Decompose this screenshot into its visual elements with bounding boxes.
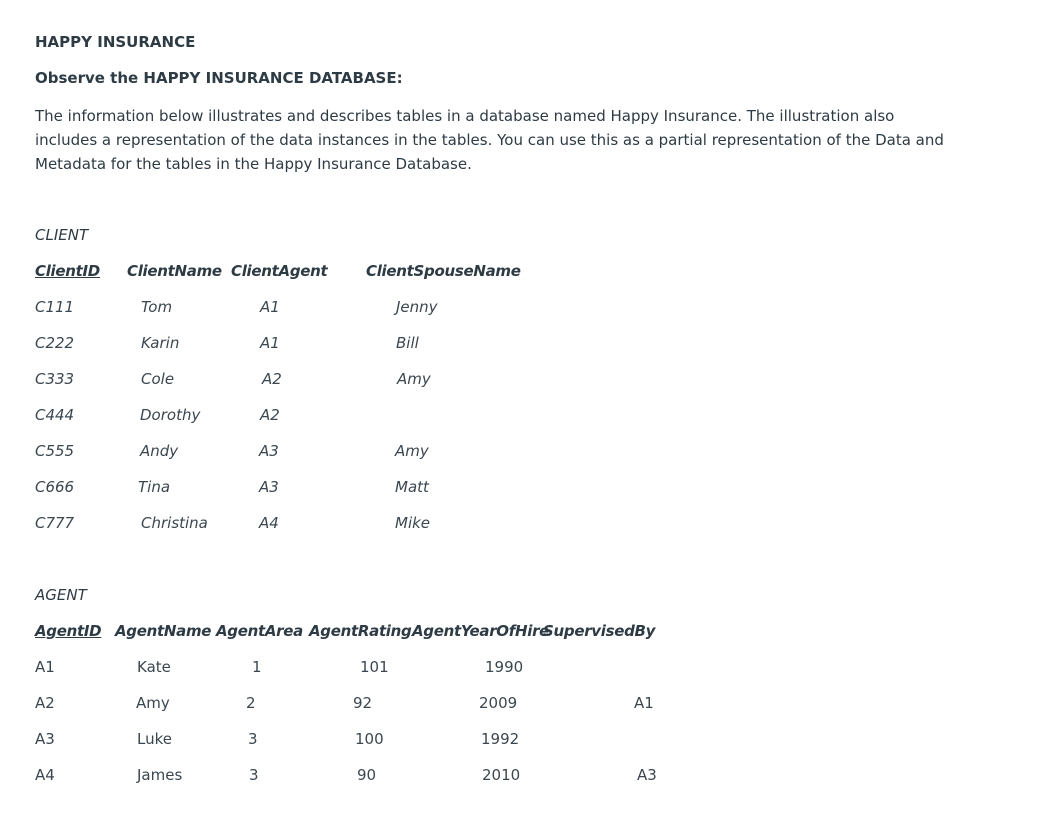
client-cell: Christina bbox=[141, 514, 208, 532]
client-cell: A3 bbox=[259, 442, 279, 460]
client-cell: Tina bbox=[138, 478, 171, 496]
agent-cell: James bbox=[137, 766, 183, 784]
agent-cell: 2010 bbox=[482, 766, 521, 784]
client-cell: Dorothy bbox=[140, 406, 201, 424]
agent-cell: A3 bbox=[35, 730, 55, 748]
client-cell: A1 bbox=[260, 334, 280, 352]
agent-header-agentname: AgentName bbox=[115, 622, 212, 640]
agent-header-agentid: AgentID bbox=[35, 622, 102, 640]
client-cell: Jenny bbox=[396, 298, 438, 316]
client-cell: C111 bbox=[35, 298, 75, 316]
client-cell: Karin bbox=[141, 334, 180, 352]
client-cell: C777 bbox=[35, 514, 75, 532]
client-cell: Tom bbox=[141, 298, 173, 316]
intro-line: The information below illustrates and describes tables in a database named Happy Insurance. The illustration also bbox=[35, 107, 895, 125]
client-cell: A2 bbox=[262, 370, 282, 388]
agent-header-agentyearofhire: AgentYearOfHire bbox=[412, 622, 550, 640]
client-cell: Andy bbox=[140, 442, 179, 460]
client-cell: C666 bbox=[35, 478, 75, 496]
agent-cell: A4 bbox=[35, 766, 55, 784]
agent-cell: 1992 bbox=[481, 730, 520, 748]
client-cell: C222 bbox=[35, 334, 75, 352]
client-cell: A3 bbox=[259, 478, 279, 496]
client-cell: Matt bbox=[395, 478, 429, 496]
agent-cell: 2 bbox=[246, 694, 256, 712]
client-cell: Bill bbox=[396, 334, 419, 352]
agent-cell: 2009 bbox=[479, 694, 518, 712]
agent-header-agentarea: AgentArea bbox=[216, 622, 303, 640]
section-heading: Observe the HAPPY INSURANCE DATABASE: bbox=[35, 69, 403, 87]
client-header-clientname: ClientName bbox=[127, 262, 222, 280]
client-cell: C555 bbox=[35, 442, 75, 460]
page-title: HAPPY INSURANCE bbox=[35, 33, 196, 51]
client-header-clientagent: ClientAgent bbox=[231, 262, 328, 280]
agent-cell: Luke bbox=[137, 730, 172, 748]
agent-cell: 1 bbox=[252, 658, 262, 676]
client-cell: A1 bbox=[260, 298, 280, 316]
agent-cell: 1990 bbox=[485, 658, 524, 676]
client-cell: A4 bbox=[259, 514, 279, 532]
client-cell: Amy bbox=[395, 442, 429, 460]
client-cell: Mike bbox=[395, 514, 431, 532]
agent-cell: Kate bbox=[137, 658, 171, 676]
agent-cell: 3 bbox=[249, 766, 259, 784]
client-table-label: CLIENT bbox=[35, 226, 89, 244]
client-cell: C444 bbox=[35, 406, 75, 424]
client-cell: Cole bbox=[141, 370, 175, 388]
intro-paragraph bbox=[35, 104, 944, 176]
agent-cell: A1 bbox=[35, 658, 55, 676]
agent-cell: A3 bbox=[637, 766, 657, 784]
agent-cell: A2 bbox=[35, 694, 55, 712]
agent-cell: 100 bbox=[355, 730, 384, 748]
agent-cell: 3 bbox=[248, 730, 258, 748]
intro-line: includes a representation of the data instances in the tables. You can use this as a partial representation of the Data and bbox=[35, 131, 944, 149]
intro-line: Metadata for the tables in the Happy Insurance Database. bbox=[35, 155, 472, 173]
agent-cell: Amy bbox=[136, 694, 170, 712]
client-cell: Amy bbox=[397, 370, 431, 388]
agent-table-label: AGENT bbox=[35, 586, 87, 604]
agent-cell: 101 bbox=[360, 658, 389, 676]
agent-header-supervisedby: SupervisedBy bbox=[543, 622, 656, 640]
client-cell: A2 bbox=[260, 406, 280, 424]
client-cell: C333 bbox=[35, 370, 75, 388]
client-header-clientspousename: ClientSpouseName bbox=[366, 262, 521, 280]
client-header-clientid: ClientID bbox=[35, 262, 100, 280]
agent-cell: 90 bbox=[357, 766, 377, 784]
agent-header-agentrating: AgentRating bbox=[309, 622, 412, 640]
agent-cell: 92 bbox=[353, 694, 373, 712]
agent-cell: A1 bbox=[634, 694, 654, 712]
